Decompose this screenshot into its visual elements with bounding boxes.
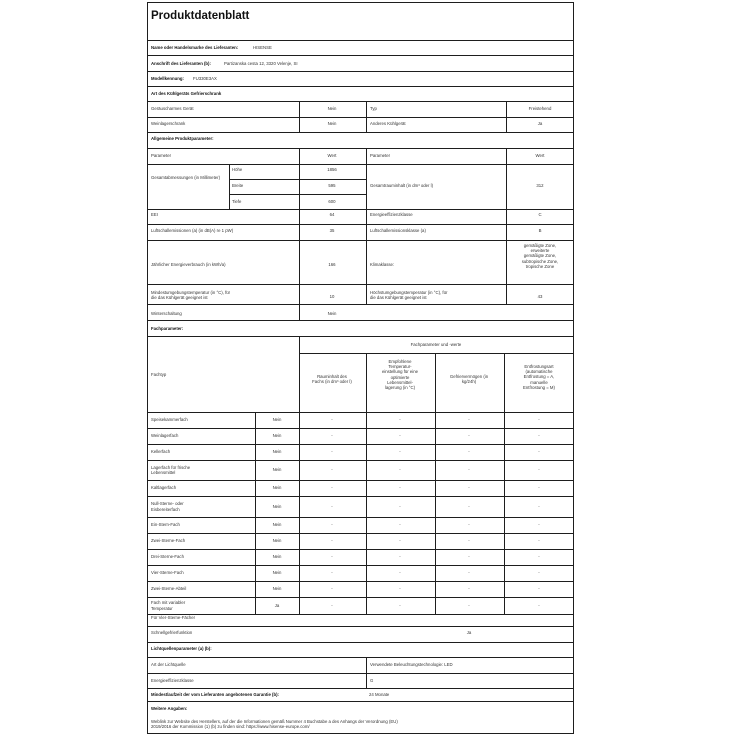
grid-line: [299, 353, 574, 354]
compartment-type: Fach mit variabler Temperatur: [151, 600, 186, 611]
general-heading: Allgemeine Produktparameter:: [151, 136, 214, 141]
other-appliance-value: Ja: [537, 121, 543, 126]
compartment-present: Nein: [272, 417, 282, 423]
grid-line: [147, 71, 574, 72]
width-label: Breite: [232, 183, 244, 188]
grid-line: [147, 657, 574, 658]
compartment-temp: -: [399, 433, 401, 439]
grid-line: [147, 132, 574, 133]
grid-line: [229, 179, 367, 180]
compartment-freezing: -: [468, 554, 470, 560]
supplier-name-label: Name oder Handelsmarke des Lieferanten:: [151, 45, 239, 50]
eei-value: 64: [329, 212, 335, 217]
light-heading: Lichtquellenparameter (a) (b):: [151, 646, 212, 651]
grid-line: [147, 549, 574, 550]
grid-line: [147, 597, 574, 598]
compartment-type: Kellerfach: [151, 449, 171, 455]
depth-value: 600: [328, 199, 336, 204]
grid-line: [147, 412, 574, 413]
compartment-volume: -: [331, 538, 333, 544]
supplier-address-label: Anschrift des Lieferanten (b):: [151, 61, 211, 66]
type-label: Typ: [370, 106, 377, 111]
compartment-present: Nein: [272, 467, 282, 473]
eei-label: EEI: [151, 212, 158, 217]
compartment-type: Ein-Stern-Fach: [151, 522, 180, 528]
grid-line: [147, 565, 574, 566]
max-temp-value: 43: [537, 294, 543, 299]
compartment-type: Zwei-Sterne-Abteil: [151, 586, 187, 592]
grid-line: [147, 284, 574, 285]
compartment-defrost: -: [538, 449, 540, 455]
compartment-type: Lagerfach für frische Lebensmittel: [151, 464, 191, 475]
compartment-present: Nein: [272, 433, 282, 439]
light-type-label: Art der Lichtquelle: [151, 662, 186, 667]
annual-energy-value: 166: [328, 262, 336, 267]
grid-line: [229, 194, 367, 195]
climate-class-label: Klimaklasse:: [370, 262, 395, 267]
compartment-defrost: -: [538, 554, 540, 560]
light-type-value: Verwendete Beleuchtungstechnologie: LED: [370, 662, 453, 667]
compartment-temp: -: [399, 554, 401, 560]
type-value: Freistehend: [528, 106, 552, 111]
grid-line: [147, 304, 574, 305]
grid-line: [147, 336, 574, 337]
compartment-freezing: -: [468, 467, 470, 473]
freezing-header: Gefriervermögen (in kg/24h): [449, 374, 489, 385]
climate-class-value: gemäßigte Zone, erweiterte gemäßigte Zone, subtropische Zone, tropische Zone: [521, 243, 559, 269]
grid-line: [435, 353, 436, 615]
compartment-freezing: -: [468, 449, 470, 455]
model-label: Modellkennung:: [151, 76, 184, 81]
compartment-defrost: -: [538, 503, 540, 509]
winter-value: Nein: [327, 311, 337, 316]
supplier-address-value: Partizanska cesta 12, 3320 Velenje, SI: [224, 61, 298, 66]
warranty-value: 24 Monate: [369, 692, 390, 697]
temp-header: Empfohlene Temperatur- einstellung für eine optimierte Lebensmittel- lagerung (in °C): [381, 359, 419, 391]
total-volume-value: 312: [536, 183, 544, 188]
grid-line: [147, 101, 574, 102]
compartment-temp: -: [399, 467, 401, 473]
value-header-2: Wert: [535, 153, 545, 158]
compartment-volume: -: [331, 586, 333, 592]
model-value: FU330E3AX: [193, 76, 217, 81]
compartment-freezing: -: [468, 485, 470, 491]
quick-freeze-label: Schnellgefrierfunktion: [151, 630, 193, 635]
grid-line: [573, 2, 574, 734]
volume-header: Rauminhalt des Fachs (in dm³ oder l): [312, 374, 352, 385]
compartment-heading: Fachparameter:: [151, 326, 184, 331]
compartment-type: Null-Sterne- oder Eisbereiterfach: [151, 501, 184, 512]
compartment-present: Nein: [272, 485, 282, 491]
compartment-freezing: -: [468, 586, 470, 592]
grid-line: [147, 40, 574, 41]
energy-class-value: C: [538, 212, 542, 217]
compartment-volume: -: [331, 467, 333, 473]
depth-label: Tiefe: [232, 199, 242, 204]
page-title: Produktdatenblatt: [151, 10, 250, 22]
compartment-type: Speisekammerfach: [151, 417, 188, 423]
compartment-defrost: -: [538, 467, 540, 473]
grid-line: [147, 2, 574, 3]
value-header: Wert: [327, 153, 337, 158]
grid-line: [506, 148, 507, 305]
compartment-defrost: -: [538, 433, 540, 439]
height-value: 1856: [327, 167, 337, 172]
appliance-type-heading: Art des Kühlgeräts Gefrierschrank: [151, 91, 222, 96]
grid-line: [147, 428, 574, 429]
compartment-volume: -: [331, 417, 333, 423]
compartment-volume: -: [331, 554, 333, 560]
four-star-heading: Für Vier-Sterne-Fächer: [151, 615, 196, 620]
compartment-present: Nein: [272, 522, 282, 528]
compartment-type: Kaltlagerfach: [151, 485, 177, 491]
grid-line: [147, 320, 574, 321]
compartment-present: Nein: [272, 503, 282, 509]
grid-line: [147, 148, 574, 149]
min-temp-label: Mindestumgebungstemperatur (in °C), für die das Kühlgerät geeignet ist: [151, 290, 231, 301]
compartment-temp: -: [399, 503, 401, 509]
wine-cabinet-label: Weinlagerschrank: [151, 121, 186, 126]
grid-line: [255, 412, 256, 615]
compartment-defrost: -: [538, 602, 540, 608]
compartment-present: Nein: [272, 570, 282, 576]
min-temp-value: 10: [329, 294, 335, 299]
grid-line: [229, 164, 230, 210]
low-noise-label: Geräuscharmes Gerät: [151, 106, 194, 111]
noise-value: 35: [329, 228, 335, 233]
param-header: Parameter: [151, 153, 172, 158]
compartment-temp: -: [399, 485, 401, 491]
grid-line: [147, 733, 574, 734]
annual-energy-label: Jährlicher Energieverbrauch (in kWh/a): [151, 262, 226, 267]
compartment-volume: -: [331, 485, 333, 491]
total-volume-label: Gesamtrauminhalt (in dm³ oder l): [370, 183, 434, 188]
wine-cabinet-value: Nein: [327, 121, 337, 126]
compartment-defrost: -: [538, 485, 540, 491]
grid-line: [147, 701, 574, 702]
grid-line: [366, 101, 367, 133]
max-temp-label: Höchstumgebungstemperatur (in °C), für die das Kühlgerät geeignet ist: [370, 290, 448, 301]
compartment-defrost: -: [538, 417, 540, 423]
compartment-type-header: Fachtyp: [151, 372, 167, 377]
height-label: Höhe: [232, 167, 243, 172]
grid-line: [147, 55, 574, 56]
compartment-type: Weinlagerfach: [151, 433, 179, 439]
compartment-group-header: Fachparameter und -werte: [410, 342, 462, 347]
grid-line: [147, 240, 574, 241]
grid-line: [147, 517, 574, 518]
compartment-defrost: -: [538, 538, 540, 544]
compartment-temp: -: [399, 449, 401, 455]
compartment-defrost: -: [538, 522, 540, 528]
grid-line: [147, 444, 574, 445]
supplier-name-value: HISENSE: [253, 45, 272, 50]
compartment-defrost: -: [538, 586, 540, 592]
quick-freeze-value: Ja: [466, 630, 472, 635]
compartment-freezing: -: [468, 522, 470, 528]
other-appliance-label: Anderes Kühlgerät: [370, 121, 406, 126]
compartment-present: Nein: [272, 449, 282, 455]
noise-label: Luftschallemissionen (a) (in dB(A) re 1 pW): [151, 228, 234, 233]
grid-line: [366, 353, 367, 615]
compartment-freezing: -: [468, 503, 470, 509]
noise-class-label: Luftschallemissionsklasse (a): [370, 228, 426, 233]
warranty-label: Mindestlaufzeit der vom Lieferanten angebotenen Garantie (b):: [151, 692, 279, 697]
compartment-freezing: -: [468, 602, 470, 608]
defrost-header: Entfrostungsart (automatische Entfrostung = A, manuelle Entfrostung = M): [523, 364, 555, 390]
winter-label: Winterschaltung: [151, 311, 182, 316]
compartment-volume: -: [331, 433, 333, 439]
dimensions-label: Gesamtabmessungen (in Millimeter): [151, 175, 221, 180]
grid-line: [147, 614, 574, 615]
compartment-volume: -: [331, 522, 333, 528]
grid-line: [147, 642, 574, 643]
further-heading: Weitere Angaben:: [151, 706, 188, 711]
compartment-present: Nein: [272, 538, 282, 544]
compartment-defrost: -: [538, 570, 540, 576]
low-noise-value: Nein: [327, 106, 337, 111]
grid-line: [147, 164, 574, 165]
compartment-freezing: -: [468, 417, 470, 423]
energy-class-label: Energieeffizienzklasse: [370, 212, 413, 217]
grid-line: [147, 626, 574, 627]
grid-line: [147, 480, 574, 481]
compartment-type: Vier-Sterne-Fach: [151, 570, 184, 576]
grid-line: [147, 86, 574, 87]
compartment-present: Nein: [272, 554, 282, 560]
grid-line: [147, 117, 574, 118]
compartment-volume: -: [331, 449, 333, 455]
grid-line: [366, 148, 367, 305]
param-header-2: Parameter: [370, 153, 391, 158]
grid-line: [366, 657, 367, 689]
compartment-type: Drei-Sterne-Fach: [151, 554, 184, 560]
light-class-label: Energieeffizienzklasse: [151, 678, 194, 683]
grid-line: [147, 460, 574, 461]
compartment-present: Nein: [272, 586, 282, 592]
manufacturer-weblink[interactable]: 2019/2016 der Kommission (1) (b) zu finden sind: https://www.hisense-europe.com/: [151, 724, 310, 730]
compartment-volume: -: [331, 602, 333, 608]
grid-line: [147, 581, 574, 582]
compartment-freezing: -: [468, 433, 470, 439]
compartment-temp: -: [399, 586, 401, 592]
compartment-volume: -: [331, 503, 333, 509]
compartment-temp: -: [399, 538, 401, 544]
compartment-temp: -: [399, 570, 401, 576]
width-value: 595: [328, 183, 336, 188]
grid-line: [147, 224, 574, 225]
product-data-sheet: [147, 2, 574, 734]
compartment-type: Zwei-Sterne-Fach: [151, 538, 186, 544]
grid-line: [147, 688, 574, 689]
grid-line: [147, 496, 574, 497]
noise-class-value: B: [538, 228, 542, 233]
compartment-freezing: -: [468, 538, 470, 544]
grid-line: [147, 673, 574, 674]
grid-line: [147, 209, 574, 210]
light-class-value: G: [370, 678, 374, 683]
compartment-temp: -: [399, 602, 401, 608]
further-info: Weblink zur Website des Herstellers, auf der die Informationen gemäß Nummer 4 Buchstabe a des Anhangs der Verordnung (EU) 2019/2016 der Kommission (1) (b) zu finden sind: https://www.hisense-europe.com/: [151, 719, 398, 730]
compartment-temp: -: [399, 522, 401, 528]
compartment-freezing: -: [468, 570, 470, 576]
grid-line: [504, 353, 505, 615]
compartment-volume: -: [331, 570, 333, 576]
compartment-temp: -: [399, 417, 401, 423]
grid-line: [147, 533, 574, 534]
grid-line: [147, 2, 148, 734]
compartment-present: Ja: [274, 602, 280, 608]
